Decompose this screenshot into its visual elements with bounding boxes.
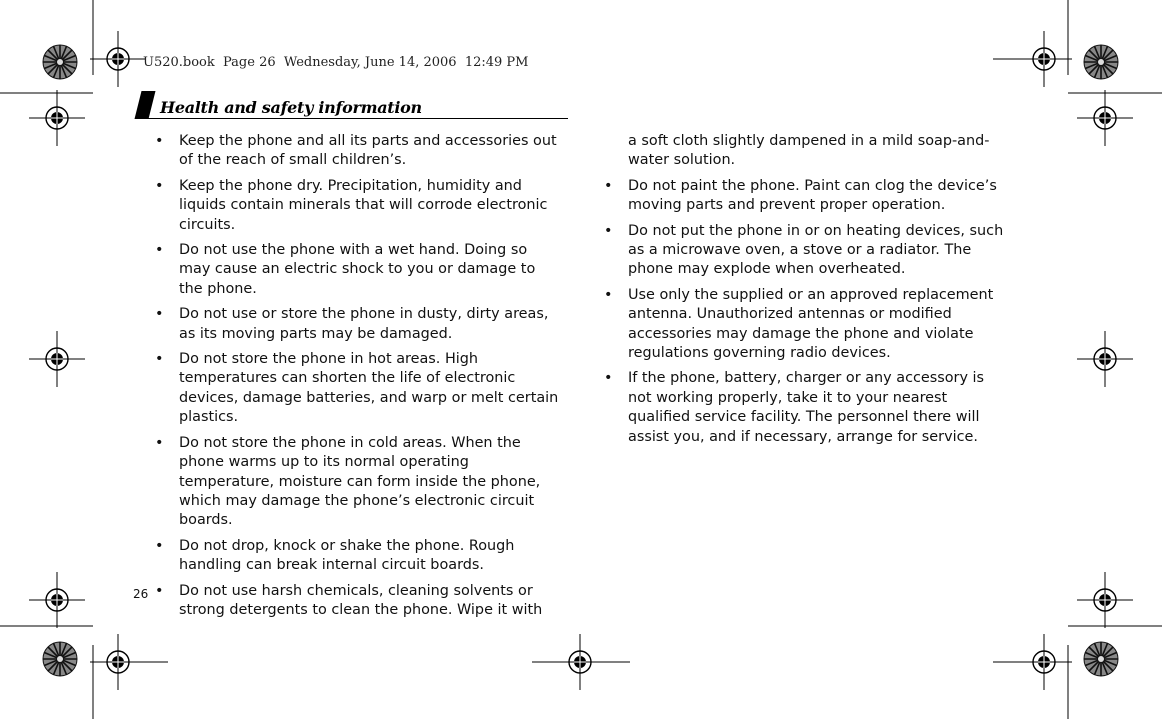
bullet-icon: • <box>155 351 164 368</box>
left-column-list <box>155 132 563 626</box>
list-item-text: Do not drop, knock or shake the phone. Rough handling can break internal circuit boards. <box>179 537 515 574</box>
list-item-text: Do not put the phone in or on heating devices, such as a microwave oven, a stove or a radiator. The phone may explode when overheated. <box>628 222 1004 278</box>
bullet-icon: • <box>604 286 613 303</box>
bullet-icon: • <box>604 177 613 194</box>
bullet-icon: • <box>155 582 164 599</box>
color-wheel-bottom-right <box>1084 642 1118 676</box>
registration-mark-top-left <box>90 31 146 87</box>
bullet-icon: • <box>604 370 613 387</box>
list-item <box>155 537 563 576</box>
registration-mark-right-middle <box>1077 331 1133 387</box>
list-item-text: Keep the phone and all its parts and accessories out of the reach of small children’s. <box>179 133 557 169</box>
section-title: Health and safety information <box>160 98 422 117</box>
color-wheel-bottom-left <box>43 642 77 676</box>
bullet-icon: • <box>155 133 164 149</box>
list-item <box>155 582 563 621</box>
file-meta-header: U520.book Page 26 Wednesday, June 14, 2006 12:49 PM <box>143 55 529 70</box>
list-item-text: Do not use harsh chemicals, cleaning solvents or strong detergents to clean the phone. Wipe it with <box>179 582 543 618</box>
registration-mark-bottom-right <box>1016 634 1072 690</box>
registration-mark-top-right <box>1016 31 1072 87</box>
list-item <box>155 350 563 428</box>
list-item <box>155 177 563 235</box>
list-item <box>155 132 563 171</box>
bullet-icon: • <box>155 242 164 259</box>
right-column-list <box>604 132 1012 453</box>
list-item <box>604 222 1012 280</box>
bullet-icon: • <box>155 537 164 554</box>
registration-mark-right-top <box>1077 90 1133 146</box>
color-wheel-top-right <box>1084 45 1118 79</box>
registration-mark-bottom-left <box>90 634 146 690</box>
list-item <box>604 286 1012 364</box>
bullet-icon: • <box>604 222 613 239</box>
list-item-text: Keep the phone dry. Precipitation, humidity and liquids contain minerals that will corrode electronic circuits. <box>179 177 548 233</box>
color-wheel-top-left <box>43 45 77 79</box>
bullet-icon: • <box>155 434 164 451</box>
registration-mark-bottom-center <box>552 634 608 690</box>
registration-mark-left-bottom <box>29 572 85 628</box>
list-item-text: Do not use or store the phone in dusty, dirty areas, as its moving parts may be damaged. <box>179 306 549 342</box>
list-item <box>155 241 563 299</box>
list-item-text: Use only the supplied or an approved replacement antenna. Unauthorized antennas or modified accessories may damage the phone and violate regulations governing radio devices. <box>628 286 994 362</box>
list-item <box>604 177 1012 216</box>
section-title-rule <box>138 118 568 119</box>
registration-mark-left-top <box>29 90 85 146</box>
list-item <box>604 369 1012 447</box>
bullet-icon: • <box>155 306 164 323</box>
list-item <box>155 305 563 344</box>
list-item-text: Do not store the phone in cold areas. When the phone warms up to its normal operating temperature, moisture can form inside the phone, which may damage the phone’s electronic circuit boards. <box>179 434 541 529</box>
list-item-text: Do not use the phone with a wet hand. Doing so may cause an electric shock to you or damage to the phone. <box>179 242 536 297</box>
registration-mark-right-bottom <box>1077 572 1133 628</box>
list-item-continuation: a soft cloth slightly dampened in a mild soap-and-water solution. <box>628 133 990 169</box>
registration-mark-left-middle <box>29 331 85 387</box>
list-item-text: If the phone, battery, charger or any accessory is not working properly, take it to your nearest qualified service facility. The personnel there will assist you, and if necessary, arrange for service. <box>628 370 985 445</box>
list-item <box>155 434 563 531</box>
list-item-text: Do not paint the phone. Paint can clog the device’s moving parts and prevent proper operation. <box>628 177 997 214</box>
list-item-text: Do not store the phone in hot areas. High temperatures can shorten the life of electronic devices, damage batteries, and warp or melt certain plastics. <box>179 351 559 426</box>
page-number: 26 <box>133 587 149 601</box>
bullet-icon: • <box>155 177 164 194</box>
